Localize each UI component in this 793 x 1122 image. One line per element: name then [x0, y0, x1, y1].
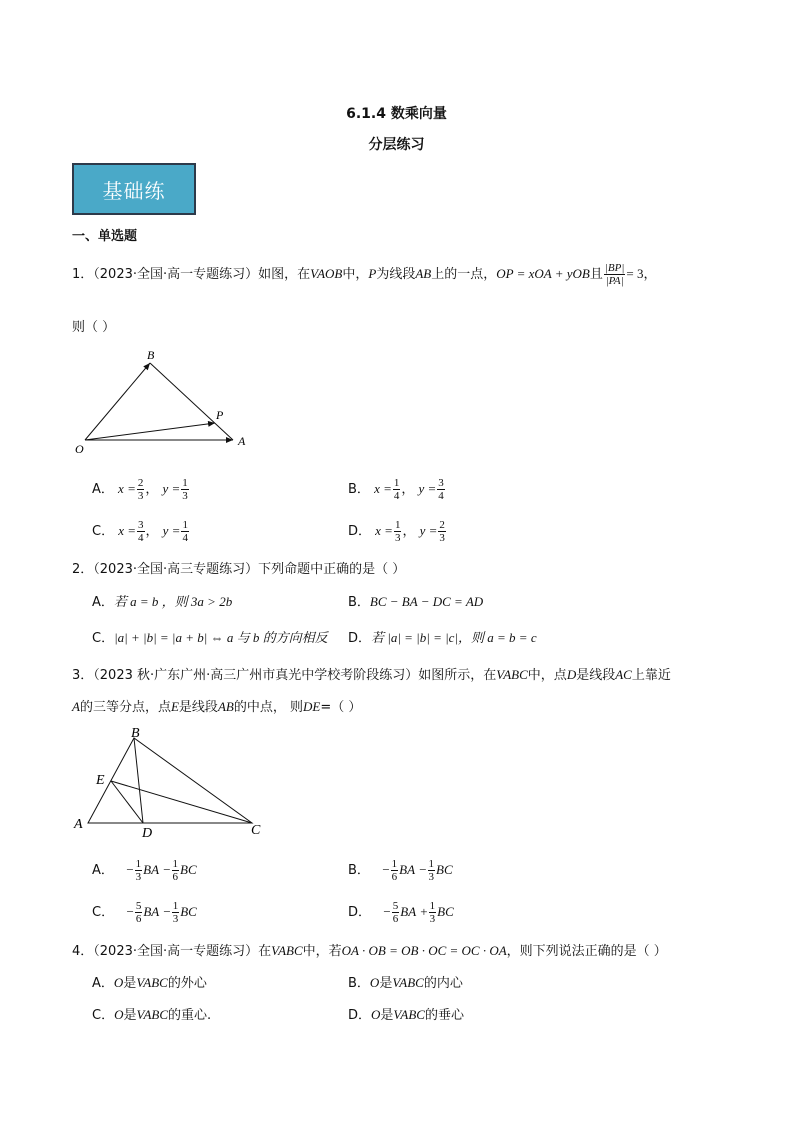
page-title: 6.1.4 数乘向量: [346, 106, 447, 122]
section-banner: [72, 163, 196, 215]
q1-option-a[interactable]: A． x = $\frac{2}{3}$ ， y = $\frac{1}{3}$: [92, 477, 188, 502]
q1-figure: [70, 345, 260, 460]
label-d: D: [142, 826, 153, 841]
q1-option-c[interactable]: C． x = $\frac{3}{4}$ ， y = $\frac{1}{4}$: [92, 519, 188, 544]
segment-ec: [111, 781, 252, 823]
label-b: B: [131, 726, 140, 741]
segment-ab: [150, 363, 233, 440]
q2-option-b[interactable]: B．BC − BA − DC = AD: [348, 594, 484, 610]
q1-ratio: $\frac{|BP|}{|PA|}$: [604, 262, 625, 287]
vector-op: [85, 423, 215, 440]
label-a: A: [238, 434, 246, 448]
q3-option-d[interactable]: D． − $\frac{5}{6}$ BA + $\frac{1}{3}$ BC: [348, 900, 454, 925]
vector-ob: [85, 363, 150, 440]
section-heading: 一、单选题: [72, 229, 138, 244]
question-1-then: 则（ ）: [72, 320, 116, 335]
label-b: B: [147, 348, 155, 362]
label-c: C: [251, 823, 261, 838]
q2-option-c[interactable]: C．|a| + |b| = |a + b| ⇔ a 与 b 的方向相反: [92, 630, 328, 646]
question-3-stem-line2: A的三等分点，点E是线段AB的中点， 则DE=（ ）: [72, 699, 362, 715]
q3-figure: [70, 725, 270, 843]
label-p: P: [216, 408, 224, 422]
page-subtitle: 分层练习: [368, 137, 425, 153]
q4-option-a[interactable]: A．O是VABC的外心: [92, 975, 207, 991]
q1-formula: OP = xOA + yOB: [496, 266, 590, 281]
q4-option-c[interactable]: C．O是VABC的重心.: [92, 1007, 212, 1023]
label-e: E: [96, 773, 105, 788]
triangle-abc: [88, 738, 252, 823]
banner-label: 基础练: [102, 178, 166, 203]
q3-option-c[interactable]: C． − $\frac{5}{6}$ BA − $\frac{1}{3}$ BC: [92, 900, 197, 925]
q3-option-b[interactable]: B． − $\frac{1}{6}$ BA − $\frac{1}{3}$ BC: [348, 858, 453, 883]
q1-option-b[interactable]: B． x = $\frac{1}{4}$ ， y = $\frac{3}{4}$: [348, 477, 444, 502]
q2-option-a[interactable]: A．若 a = b ，则 3a > 2b: [92, 594, 233, 610]
q3-option-a[interactable]: A． − $\frac{1}{3}$ BA − $\frac{1}{6}$ BC: [92, 858, 197, 883]
q4-option-b[interactable]: B．O是VABC的内心: [348, 975, 463, 991]
segment-ed: [111, 781, 143, 823]
q2-option-d[interactable]: D．若 |a| = |b| = |c|，则 a = b = c: [348, 630, 537, 646]
q4-option-d[interactable]: D．O是VABC的垂心: [348, 1007, 464, 1023]
question-4-stem: 4．（2023·全国·高一专题练习）在VABC中，若OA · OB = OB · OC = OC · OA，则下列说法正确的是（ ）: [72, 943, 667, 959]
question-2-stem: 2．（2023·全国·高三专题练习）下列命题中正确的是（ ）: [72, 562, 406, 577]
question-3-stem-line1: 3．（2023 秋·广东广州·高三广州市真光中学校考阶段练习）如图所示，在VABC中，点D是线段AC上靠近: [72, 667, 671, 683]
q1-option-d[interactable]: D． x = $\frac{1}{3}$ ， y = $\frac{2}{3}$: [348, 519, 445, 544]
segment-bd: [134, 738, 143, 823]
label-a: A: [74, 817, 83, 832]
label-o: O: [75, 442, 84, 456]
question-1-stem: 1．（2023·全国·高一专题练习）如图，在VAOB中，P为线段AB上的一点，OP = xOA + yOB且 $\frac{|BP|}{|PA|}$ = 3，: [72, 262, 657, 287]
